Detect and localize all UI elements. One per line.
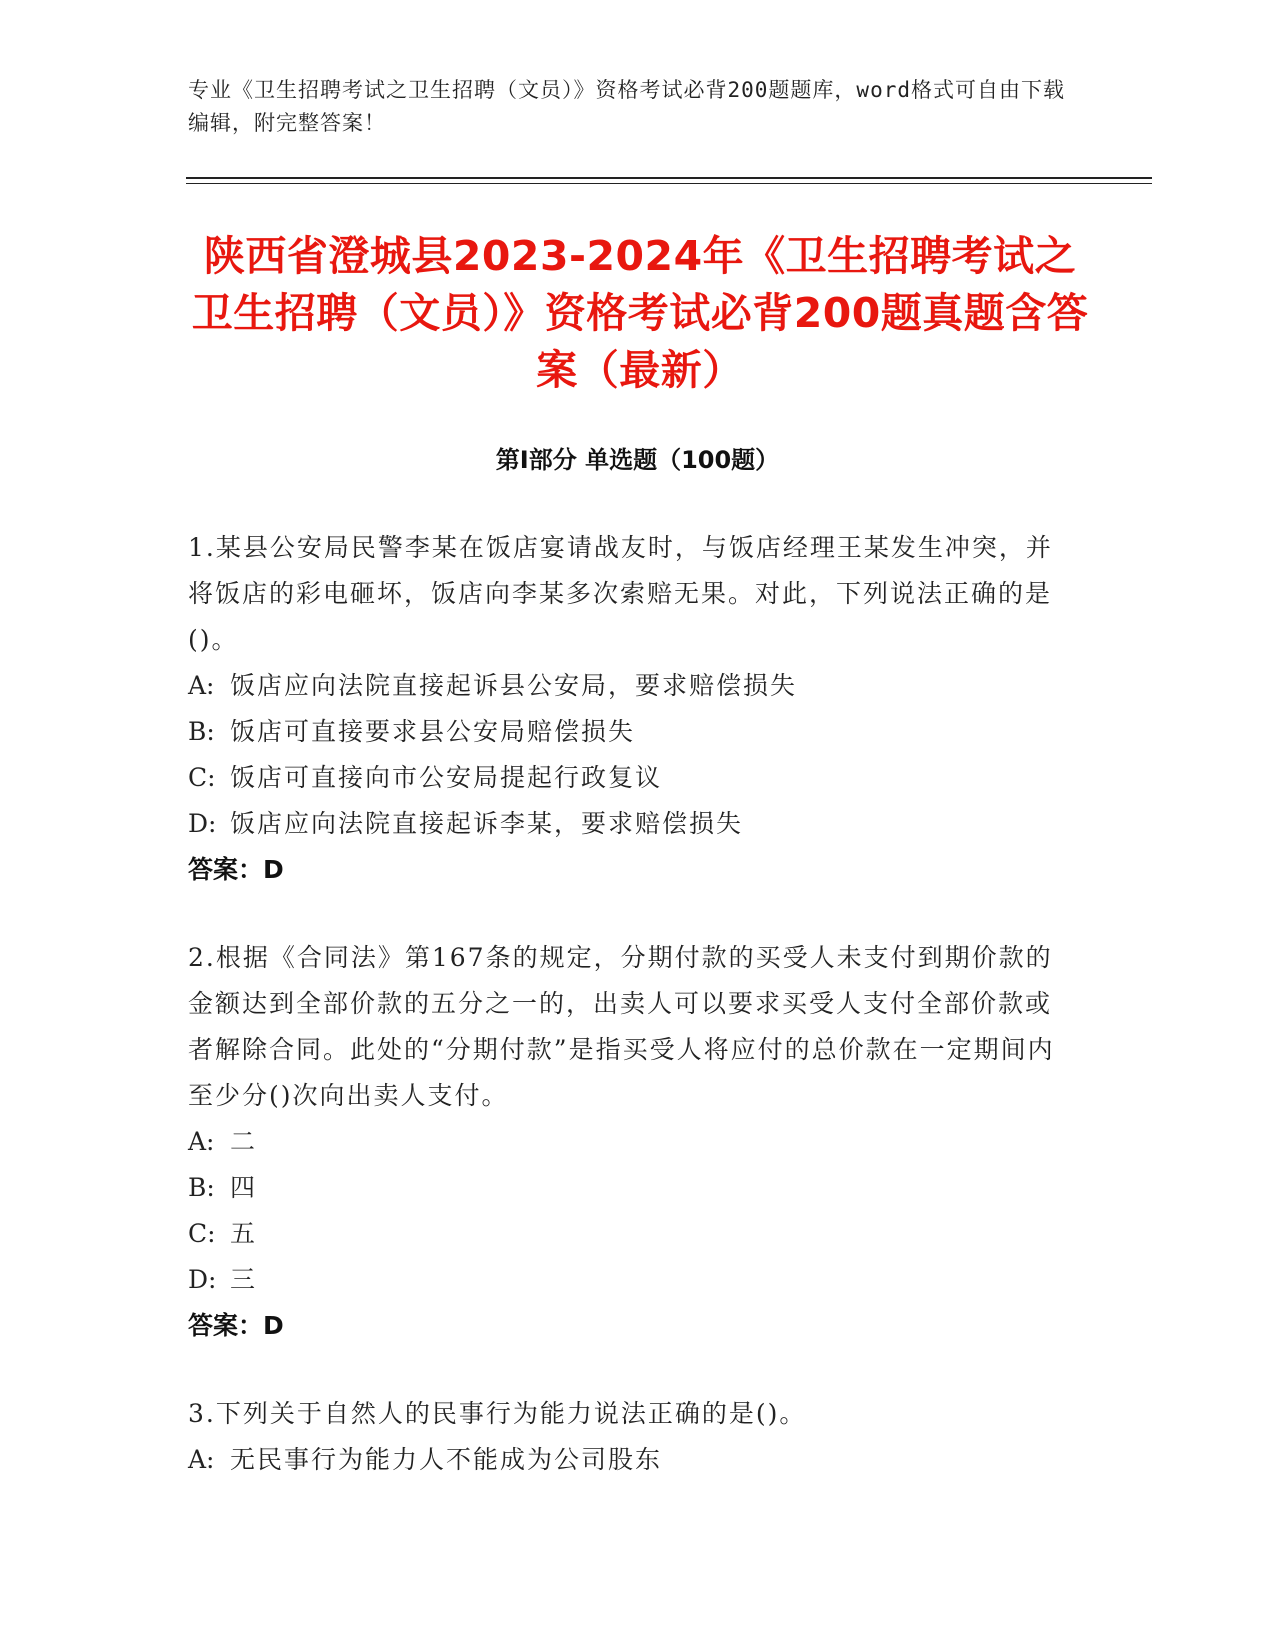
answer: 答案：D [188, 1311, 284, 1340]
question-text: 1.某县公安局民警李某在饭店宴请战友时，与饭店经理王某发生冲突，并将饭店的彩电砸坏，饭店向李某多次索赔无果。对此，下列说法正确的是()。 [188, 533, 1053, 654]
section-heading: 第Ⅰ部分 单选题（100题） [495, 446, 780, 474]
option-text: 饭店应向法院直接起诉县公安局，要求赔偿损失 [230, 671, 798, 700]
question-3 [188, 1391, 1068, 1483]
answer: 答案：D [188, 855, 284, 884]
option-a [188, 1119, 1068, 1165]
option-b [188, 709, 1068, 755]
header-rule [186, 177, 1152, 179]
option-a [188, 663, 1068, 709]
question-text: 3.下列关于自然人的民事行为能力说法正确的是()。 [188, 1399, 807, 1428]
option-text: 饭店可直接向市公安局提起行政复议 [230, 763, 663, 792]
option-label: C: [188, 763, 216, 792]
option-text: 四 [230, 1173, 258, 1202]
option-d [188, 801, 1068, 847]
document-title: 陕西省澄城县2023-2024年《卫生招聘考试之卫生招聘（文员）》资格考试必背200题真题含答案（最新） [191, 232, 1089, 394]
option-label: D: [188, 809, 217, 838]
option-b [188, 1165, 1068, 1211]
question-1 [188, 525, 1068, 893]
option-c [188, 755, 1068, 801]
option-c [188, 1211, 1068, 1257]
option-label: C: [188, 1219, 216, 1248]
option-label: B: [188, 1173, 215, 1202]
option-text: 五 [230, 1219, 258, 1248]
header-note: 专业《卫生招聘考试之卫生招聘（文员）》资格考试必背200题题库，word格式可自由下载编辑，附完整答案！ [188, 78, 1065, 135]
option-text: 无民事行为能力人不能成为公司股东 [230, 1445, 663, 1474]
question-2 [188, 935, 1068, 1349]
question-list [188, 525, 1068, 1525]
option-text: 饭店可直接要求县公安局赔偿损失 [230, 717, 636, 746]
option-label: A: [188, 1445, 215, 1474]
option-label: D: [188, 1265, 217, 1294]
option-label: A: [188, 1127, 215, 1156]
option-text: 三 [230, 1265, 258, 1294]
option-d [188, 1257, 1068, 1303]
question-text: 2.根据《合同法》第167条的规定，分期付款的买受人未支付到期价款的金额达到全部价款的五分之一的，出卖人可以要求买受人支付全部价款或者解除合同。此处的“分期付款”是指买受人将应付的总价款在一定期间内至少分()次向出卖人支付。 [188, 943, 1055, 1110]
option-label: B: [188, 717, 215, 746]
option-a [188, 1437, 1068, 1483]
option-text: 二 [230, 1127, 258, 1156]
header-rule-thin [186, 183, 1152, 184]
option-text: 饭店应向法院直接起诉李某，要求赔偿损失 [230, 809, 744, 838]
option-label: A: [188, 671, 215, 700]
